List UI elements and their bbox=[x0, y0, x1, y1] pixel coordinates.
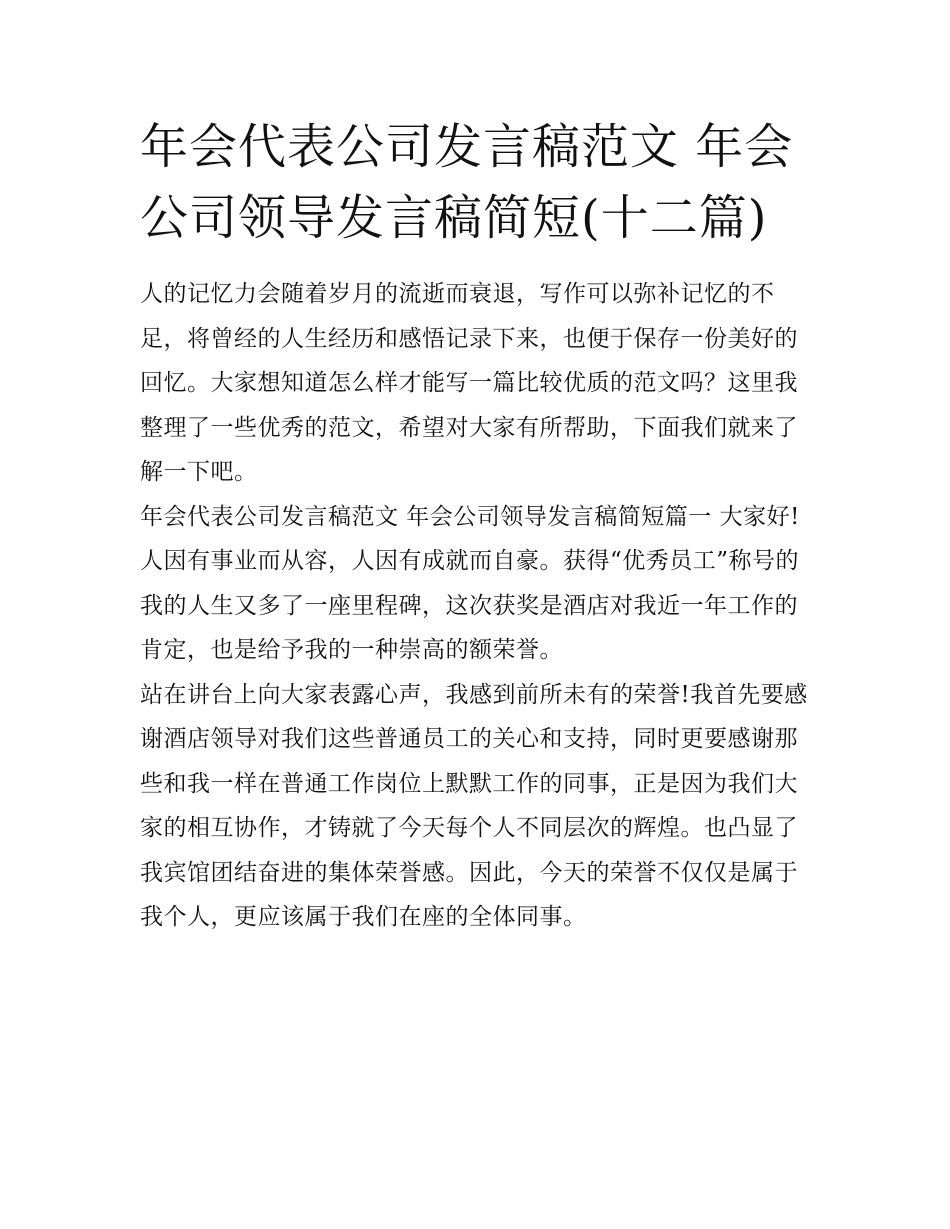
document-title: 年会代表公司发言稿范文 年会公司领导发言稿简短(十二篇) bbox=[140, 119, 794, 246]
paragraph-greeting: 年会代表公司发言稿范文 年会公司领导发言稿简短篇一 大家好! bbox=[140, 503, 800, 530]
paragraph-thanks: 站在讲台上向大家表露心声，我感到前所未有的荣誉!我首先要感谢酒店领导对我们这些普通员工的关心和支持，同时更要感谢那些和我一样在普通工作岗位上默默工作的同事，正是因为我们大家的相互协作，才铸就了今天每个人不同层次的辉煌。也凸显了我宾馆团结奋进的集体荣誉感。因此，今天的荣誉不仅仅是属于我个人，更应该属于我们在座的全体同事。 bbox=[140, 681, 808, 930]
document-body bbox=[140, 272, 815, 940]
paragraph-award: 人因有事业而从容，人因有成就而自豪。获得“优秀员工”称号的我的人生又多了一座里程碑，这次获奖是酒店对我近一年工作的肯定，也是给予我的一种崇高的额荣誉。 bbox=[140, 548, 800, 663]
document-content bbox=[140, 112, 815, 940]
paragraph-intro: 人的记忆力会随着岁月的流逝而衰退，写作可以弥补记忆的不足，将曾经的人生经历和感悟记录下来，也便于保存一份美好的回忆。大家想知道怎么样才能写一篇比较优质的范文吗？这里我整理了一些优秀的范文，希望对大家有所帮助，下面我们就来了解一下吧。 bbox=[140, 281, 798, 485]
